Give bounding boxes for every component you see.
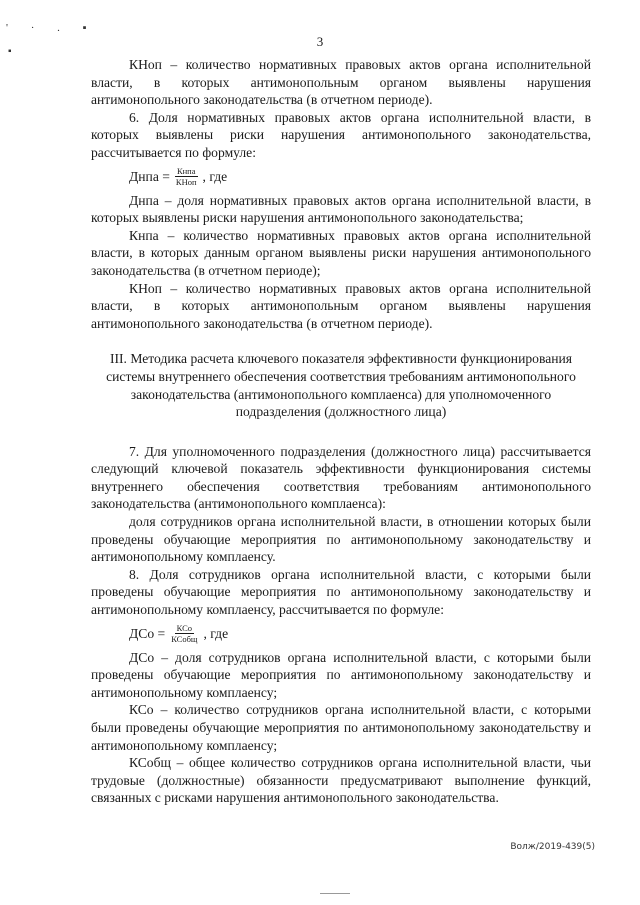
formula-dnpa-fraction — [174, 166, 199, 187]
paragraph-ksobsch-definition: КСобщ – общее количество сотрудников органа исполнительной власти, чьи трудовые (должностные) обязанности предусматривают выполнение функций, связанных с рисками нарушения антимонопольного законодательства. — [91, 755, 591, 806]
formula-dso-tail: , где — [203, 625, 229, 641]
paragraph-indicator: доля сотрудников органа исполнительной власти, в отношении которых были проведены обучающие мероприятия по антимонопольному законодательству и антимонопольному комплаенсу. — [91, 514, 591, 565]
formula-dnpa-tail: , где — [202, 168, 228, 184]
formula-dso — [129, 619, 591, 649]
formula-dnpa-lhs: Днпа = — [129, 168, 170, 184]
paragraph-knop-definition: КНоп – количество нормативных правовых актов органа исполнительной власти, в которых антимонопольным органом выявлены нарушения антимонопольного законодательства (в отчетном периоде). — [91, 57, 591, 108]
document-code: Волж/2019-439(5) — [510, 842, 595, 852]
formula-dso-lhs: ДСо = — [129, 625, 166, 641]
paragraph-item-6: 6. Доля нормативных правовых актов органа исполнительной власти, в которых выявлены риски нарушения антимонопольного законодательства, рассчитывается по формуле: — [91, 109, 591, 160]
footer-divider — [320, 893, 350, 894]
paragraph-knop-definition-2: КНоп – количество нормативных правовых актов органа исполнительной власти, в которых антимонопольным органом выявлены нарушения антимонопольного законодательства (в отчетном периоде). — [91, 280, 591, 331]
scan-specks: ' · . ▪ — [6, 22, 97, 34]
page-number: 3 — [316, 34, 324, 49]
formula-dso-numerator: КСо — [176, 623, 193, 634]
formula-dnpa-numerator: Кнпа — [176, 166, 196, 177]
paragraph-dnpa-definition: Днпа – доля нормативных правовых актов органа исполнительной власти, в которых выявлены риски нарушения антимонопольного законодательства; — [91, 192, 591, 226]
document-body — [91, 56, 591, 807]
paragraph-dso-definition: ДСо – доля сотрудников органа исполнительной власти, с которыми были проведены обучающие мероприятия по антимонопольному законодательству и антимонопольному комплаенсу; — [91, 649, 591, 700]
paragraph-item-7: 7. Для уполномоченного подразделения (должностного лица) рассчитывается следующий ключевой показатель эффективности функционирования системы внутреннего обеспечения соответствия требованиям антимонопольного законодательства (антимонопольного комплаенса): — [91, 443, 591, 512]
formula-dso-fraction — [169, 623, 199, 644]
formula-dso-denominator: КСобщ — [171, 634, 198, 645]
paragraph-knpa-definition: Кнпа – количество нормативных правовых актов органа исполнительной власти, в которых данным органом выявлены риски нарушения антимонопольного законодательства (в отчетном периоде); — [91, 227, 591, 278]
section-heading-text: III. Методика расчета ключевого показателя эффективности функционирования системы внутреннего обеспечения соответствия требованиям антимонопольного законодательства (антимонопольного комплаенса) для уполномоченного подразделения (должностного лица) — [106, 351, 576, 420]
scan-speck: ▪ — [8, 46, 12, 57]
paragraph-item-8: 8. Доля сотрудников органа исполнительной власти, с которыми были проведены обучающие мероприятия по антимонопольному законодательству и антимонопольному комплаенсу, рассчитывается по формуле: — [91, 566, 591, 618]
paragraph-kso-definition: КСо – количество сотрудников органа исполнительной власти, с которыми были проведены обучающие мероприятия по антимонопольному законодательству и антимонопольному комплаенсу; — [91, 702, 591, 753]
section-heading — [103, 350, 579, 420]
formula-dnpa-denominator: КНоп — [175, 177, 197, 188]
formula-dnpa — [129, 162, 591, 192]
